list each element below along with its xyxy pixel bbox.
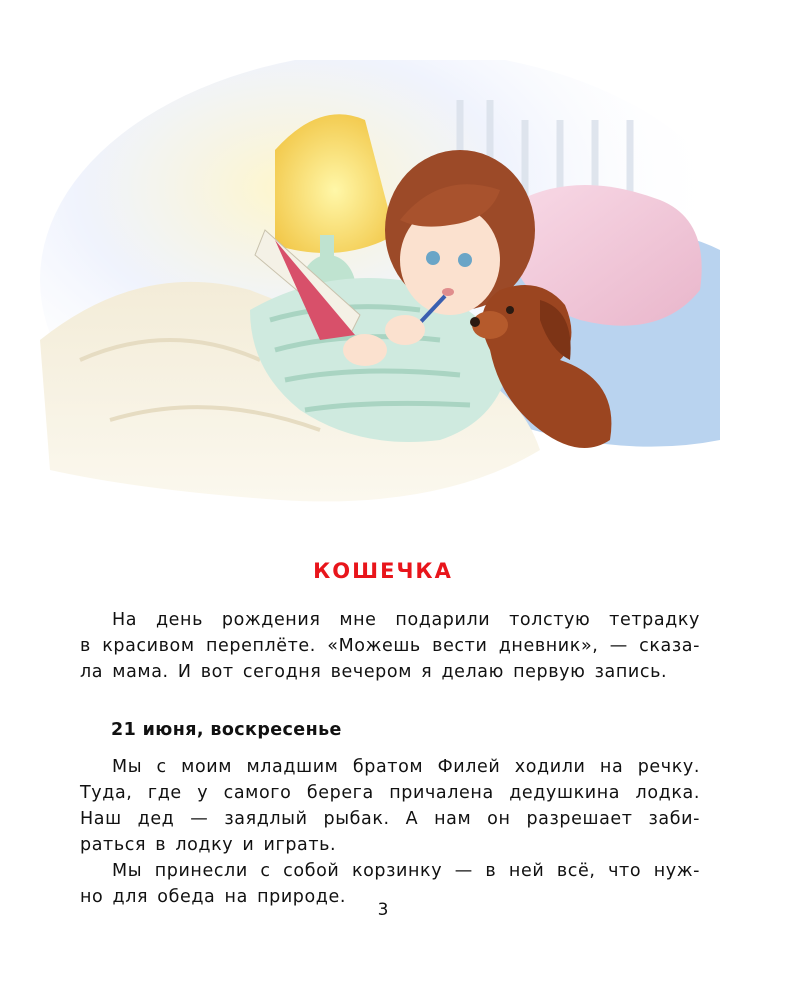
- entry-line: Мы с моим младшим братом Филей ходили на речку.: [112, 757, 700, 777]
- page-number: 3: [377, 900, 389, 920]
- girl-reading-illustration: [20, 60, 740, 530]
- intro-paragraph: [80, 607, 700, 685]
- story-title: КОШЕЧКА: [313, 559, 453, 583]
- entry-paragraph-1: [80, 754, 700, 858]
- entry-line: Туда, где у самого берега причалена дедушкина лодка.: [80, 783, 700, 803]
- diary-entry-date: 21 июня, воскресенье: [111, 720, 342, 740]
- intro-line: в красивом переплёте. «Можешь вести дневник», — сказа-: [80, 636, 700, 656]
- entry-line: раться в лодку и играть.: [80, 835, 337, 855]
- entry-line: Наш дед — заядлый рыбак. А нам он разрешает заби-: [80, 809, 700, 829]
- entry-line: Мы принесли с собой корзинку — в ней всё, что нуж-: [112, 861, 700, 881]
- entry-line: но для обеда на природе.: [80, 887, 347, 907]
- intro-line: На день рождения мне подарили толстую тетрадку: [112, 610, 700, 630]
- intro-line: ла мама. И вот сегодня вечером я делаю первую запись.: [80, 662, 668, 682]
